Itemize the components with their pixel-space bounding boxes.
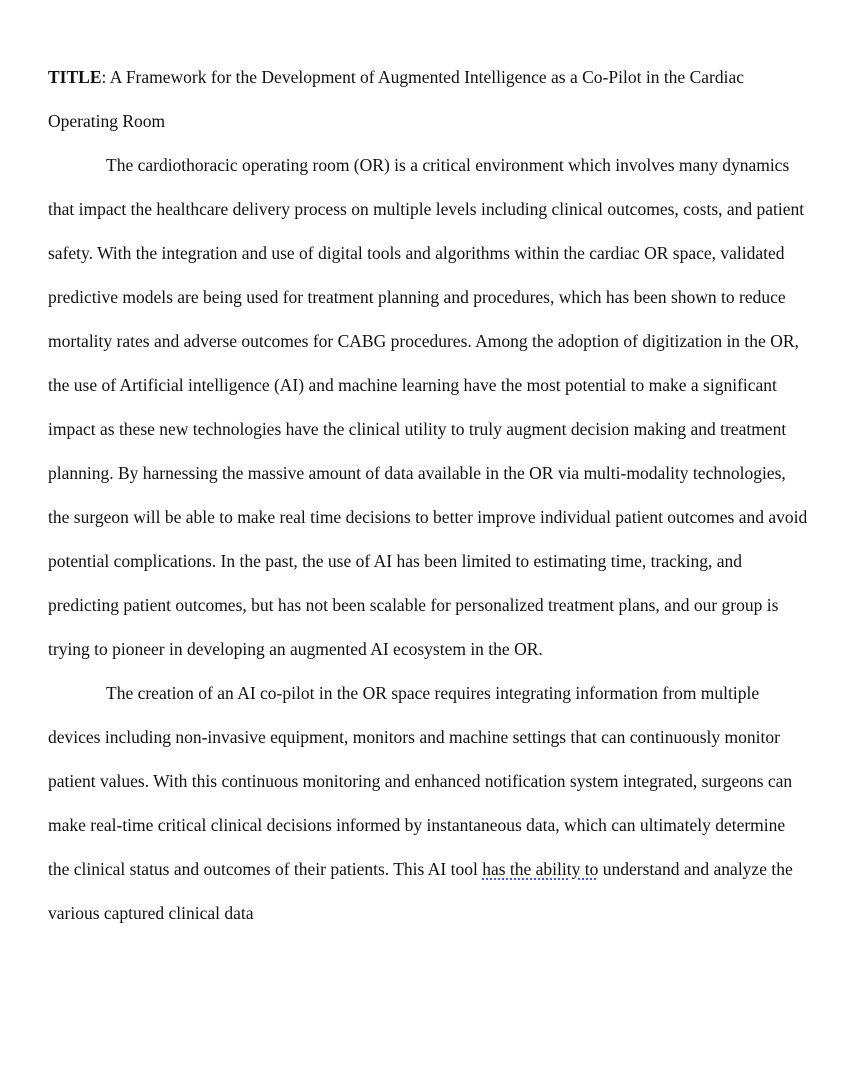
paragraph-2-text-before: The creation of an AI co-pilot in the OR space requires integrating information from multiple devices including non-invasive equipment, monitors and machine settings that can continuously monitor patient values. With this continuous monitoring and enhanced notification system integrated, surgeons can make real-time critical clinical decisions informed by instantaneous data, which can ultimately determine the clinical status and outcomes of their patients. This AI tool xyxy=(48,683,793,879)
title-separator: : xyxy=(101,67,110,87)
grammar-flagged-phrase[interactable]: has the ability to xyxy=(482,859,599,879)
document-title xyxy=(48,55,808,143)
document-page xyxy=(48,55,808,935)
title-label: TITLE xyxy=(48,67,102,87)
paragraph-1: The cardiothoracic operating room (OR) is a critical environment which involves many dynamics that impact the healthcare delivery process on multiple levels including clinical outcomes, costs, and patient safety. With the integration and use of digital tools and algorithms within the cardiac OR space, validated predictive models are being used for treatment planning and procedures, which has been shown to reduce mortality rates and adverse outcomes for CABG procedures. Among the adoption of digitization in the OR, the use of Artificial intelligence (AI) and machine learning have the most potential to make a significant impact as these new technologies have the clinical utility to truly augment decision making and treatment planning. By harnessing the massive amount of data available in the OR via multi-modality technologies, the surgeon will be able to make real time decisions to better improve individual patient outcomes and avoid potential complications. In the past, the use of AI has been limited to estimating time, tracking, and predicting patient outcomes, but has not been scalable for personalized treatment plans, and our group is trying to pioneer in developing an augmented AI ecosystem in the OR. xyxy=(48,155,808,659)
paragraph-2 xyxy=(48,671,808,935)
paragraph-2-text-after: understand and analyze the various captured clinical data xyxy=(48,859,793,923)
title-text: A Framework for the Development of Augmented Intelligence as a Co-Pilot in the Cardiac Operating Room xyxy=(48,67,744,131)
